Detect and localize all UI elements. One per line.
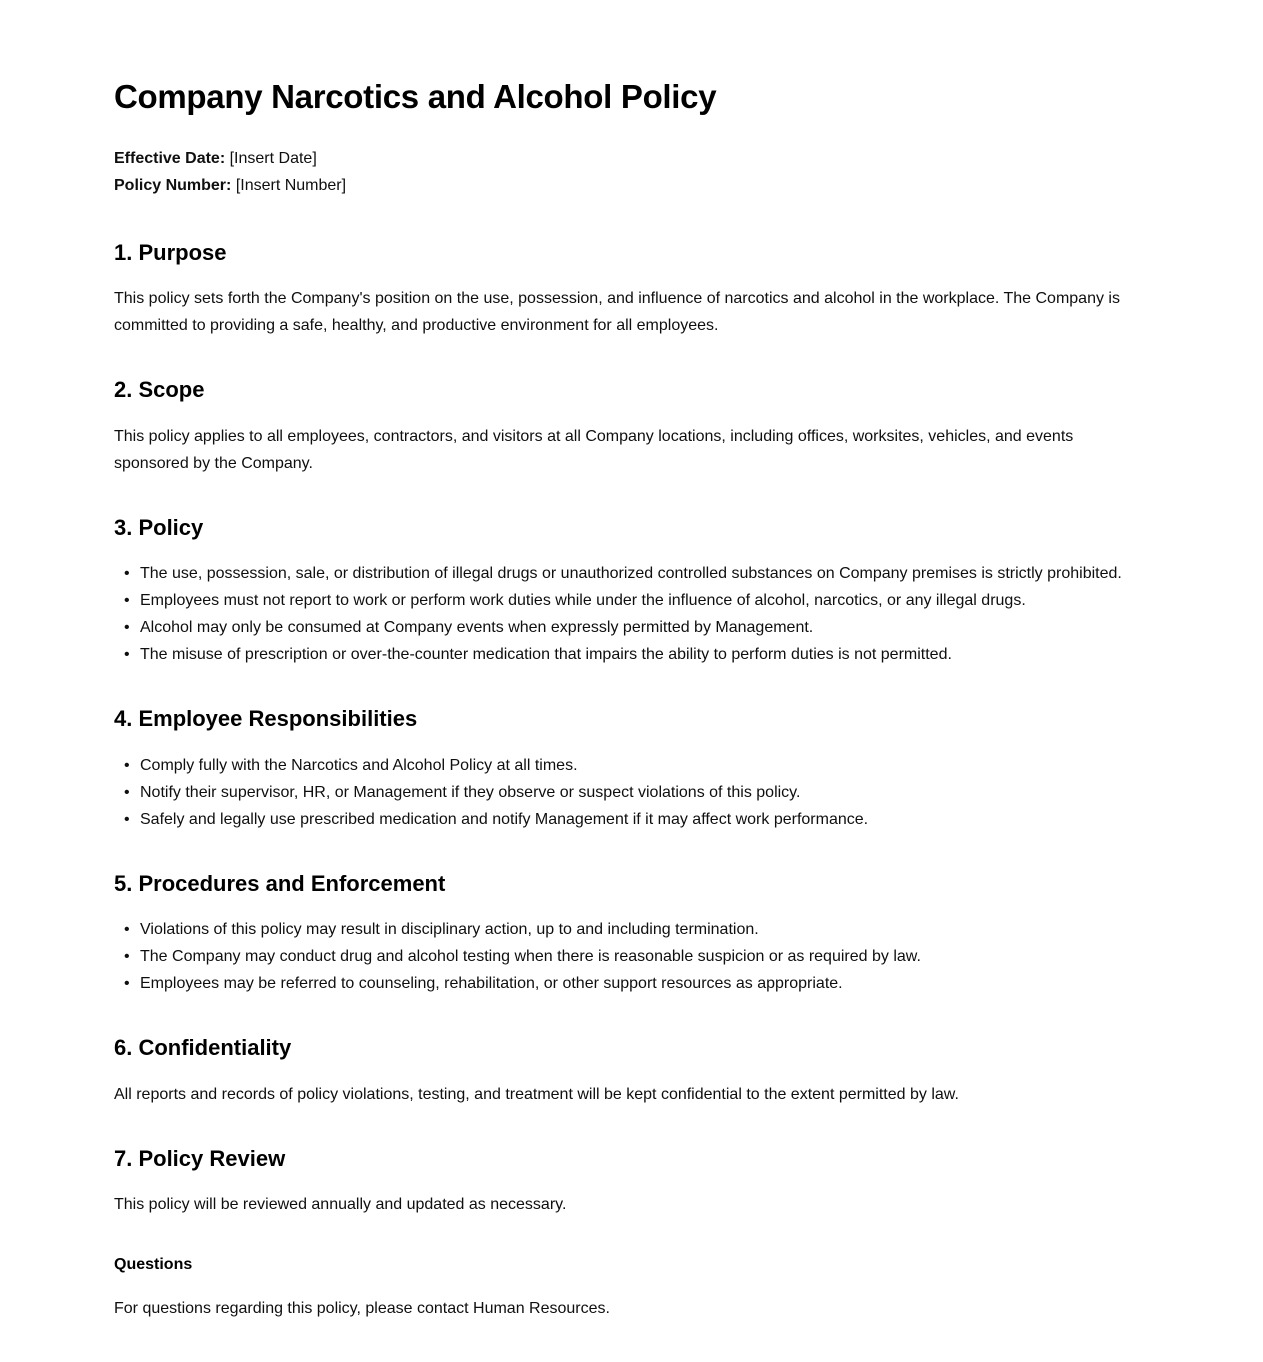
list-item: • Employees must not report to work or perform work duties while under the influence of alcohol, narcotics, or any illegal drugs.	[140, 587, 1125, 614]
list-item: • Notify their supervisor, HR, or Management if they observe or suspect violations of this policy.	[140, 779, 1125, 806]
section-procedures-and-enforcement	[114, 870, 1125, 998]
list-item: • Violations of this policy may result in disciplinary action, up to and including termination.	[140, 916, 1125, 943]
section-confidentiality	[114, 1034, 1125, 1108]
section-paragraph: This policy will be reviewed annually and updated as necessary.	[114, 1196, 567, 1214]
list-item: • Safely and legally use prescribed medication and notify Management if it may affect work performance.	[140, 806, 1125, 833]
policy-number-label: Policy Number:	[114, 176, 232, 194]
effective-date-line	[114, 145, 1125, 172]
section-paragraph: For questions regarding this policy, please contact Human Resources.	[114, 1300, 610, 1318]
section-questions	[114, 1255, 1125, 1322]
section-heading: 4. Employee Responsibilities	[114, 706, 418, 732]
section-employee-responsibilities	[114, 705, 1125, 833]
effective-date-value: [Insert Date]	[229, 149, 317, 167]
document-metadata	[114, 145, 1125, 199]
policy-number-line	[114, 172, 1125, 199]
sub-heading: Questions	[114, 1256, 193, 1274]
list-item: • Employees may be referred to counseling, rehabilitation, or other support resources as appropriate.	[140, 970, 1125, 997]
section-heading: 1. Purpose	[114, 239, 227, 265]
list-item: • Comply fully with the Narcotics and Alcohol Policy at all times.	[140, 752, 1125, 779]
section-paragraph: All reports and records of policy violations, testing, and treatment will be kept confidential to the extent permitted by law.	[114, 1085, 959, 1103]
list-item: • Alcohol may only be consumed at Company events when expressly permitted by Management.	[140, 614, 1125, 641]
effective-date-label: Effective Date:	[114, 149, 226, 167]
list-item: • The Company may conduct drug and alcohol testing when there is reasonable suspicion or as required by law.	[140, 943, 1125, 970]
section-policy	[114, 514, 1125, 669]
section-heading: 5. Procedures and Enforcement	[114, 870, 446, 896]
policy-bullet-list	[114, 560, 1125, 668]
list-item: • The use, possession, sale, or distribution of illegal drugs or unauthorized controlled substances on Company premises is strictly prohibited.	[140, 560, 1125, 587]
section-policy-review	[114, 1145, 1125, 1219]
section-heading: 7. Policy Review	[114, 1145, 286, 1171]
section-heading: 3. Policy	[114, 514, 204, 540]
section-paragraph: This policy applies to all employees, contractors, and visitors at all Company locations, including offices, worksites, vehicles, and events sponsored by the Company.	[114, 427, 1074, 472]
section-heading: 6. Confidentiality	[114, 1035, 292, 1061]
section-purpose	[114, 239, 1125, 340]
page-title: Company Narcotics and Alcohol Policy	[114, 78, 717, 115]
enforcement-bullet-list	[114, 916, 1125, 997]
policy-number-value: [Insert Number]	[235, 176, 347, 194]
responsibilities-bullet-list	[114, 752, 1125, 833]
section-heading: 2. Scope	[114, 377, 205, 403]
section-scope	[114, 376, 1125, 477]
list-item: • The misuse of prescription or over-the-counter medication that impairs the ability to perform duties is not permitted.	[140, 641, 1125, 668]
section-paragraph: This policy sets forth the Company's position on the use, possession, and influence of narcotics and alcohol in the workplace. The Company is committed to providing a safe, healthy, and productive environment for all employees.	[114, 290, 1120, 335]
